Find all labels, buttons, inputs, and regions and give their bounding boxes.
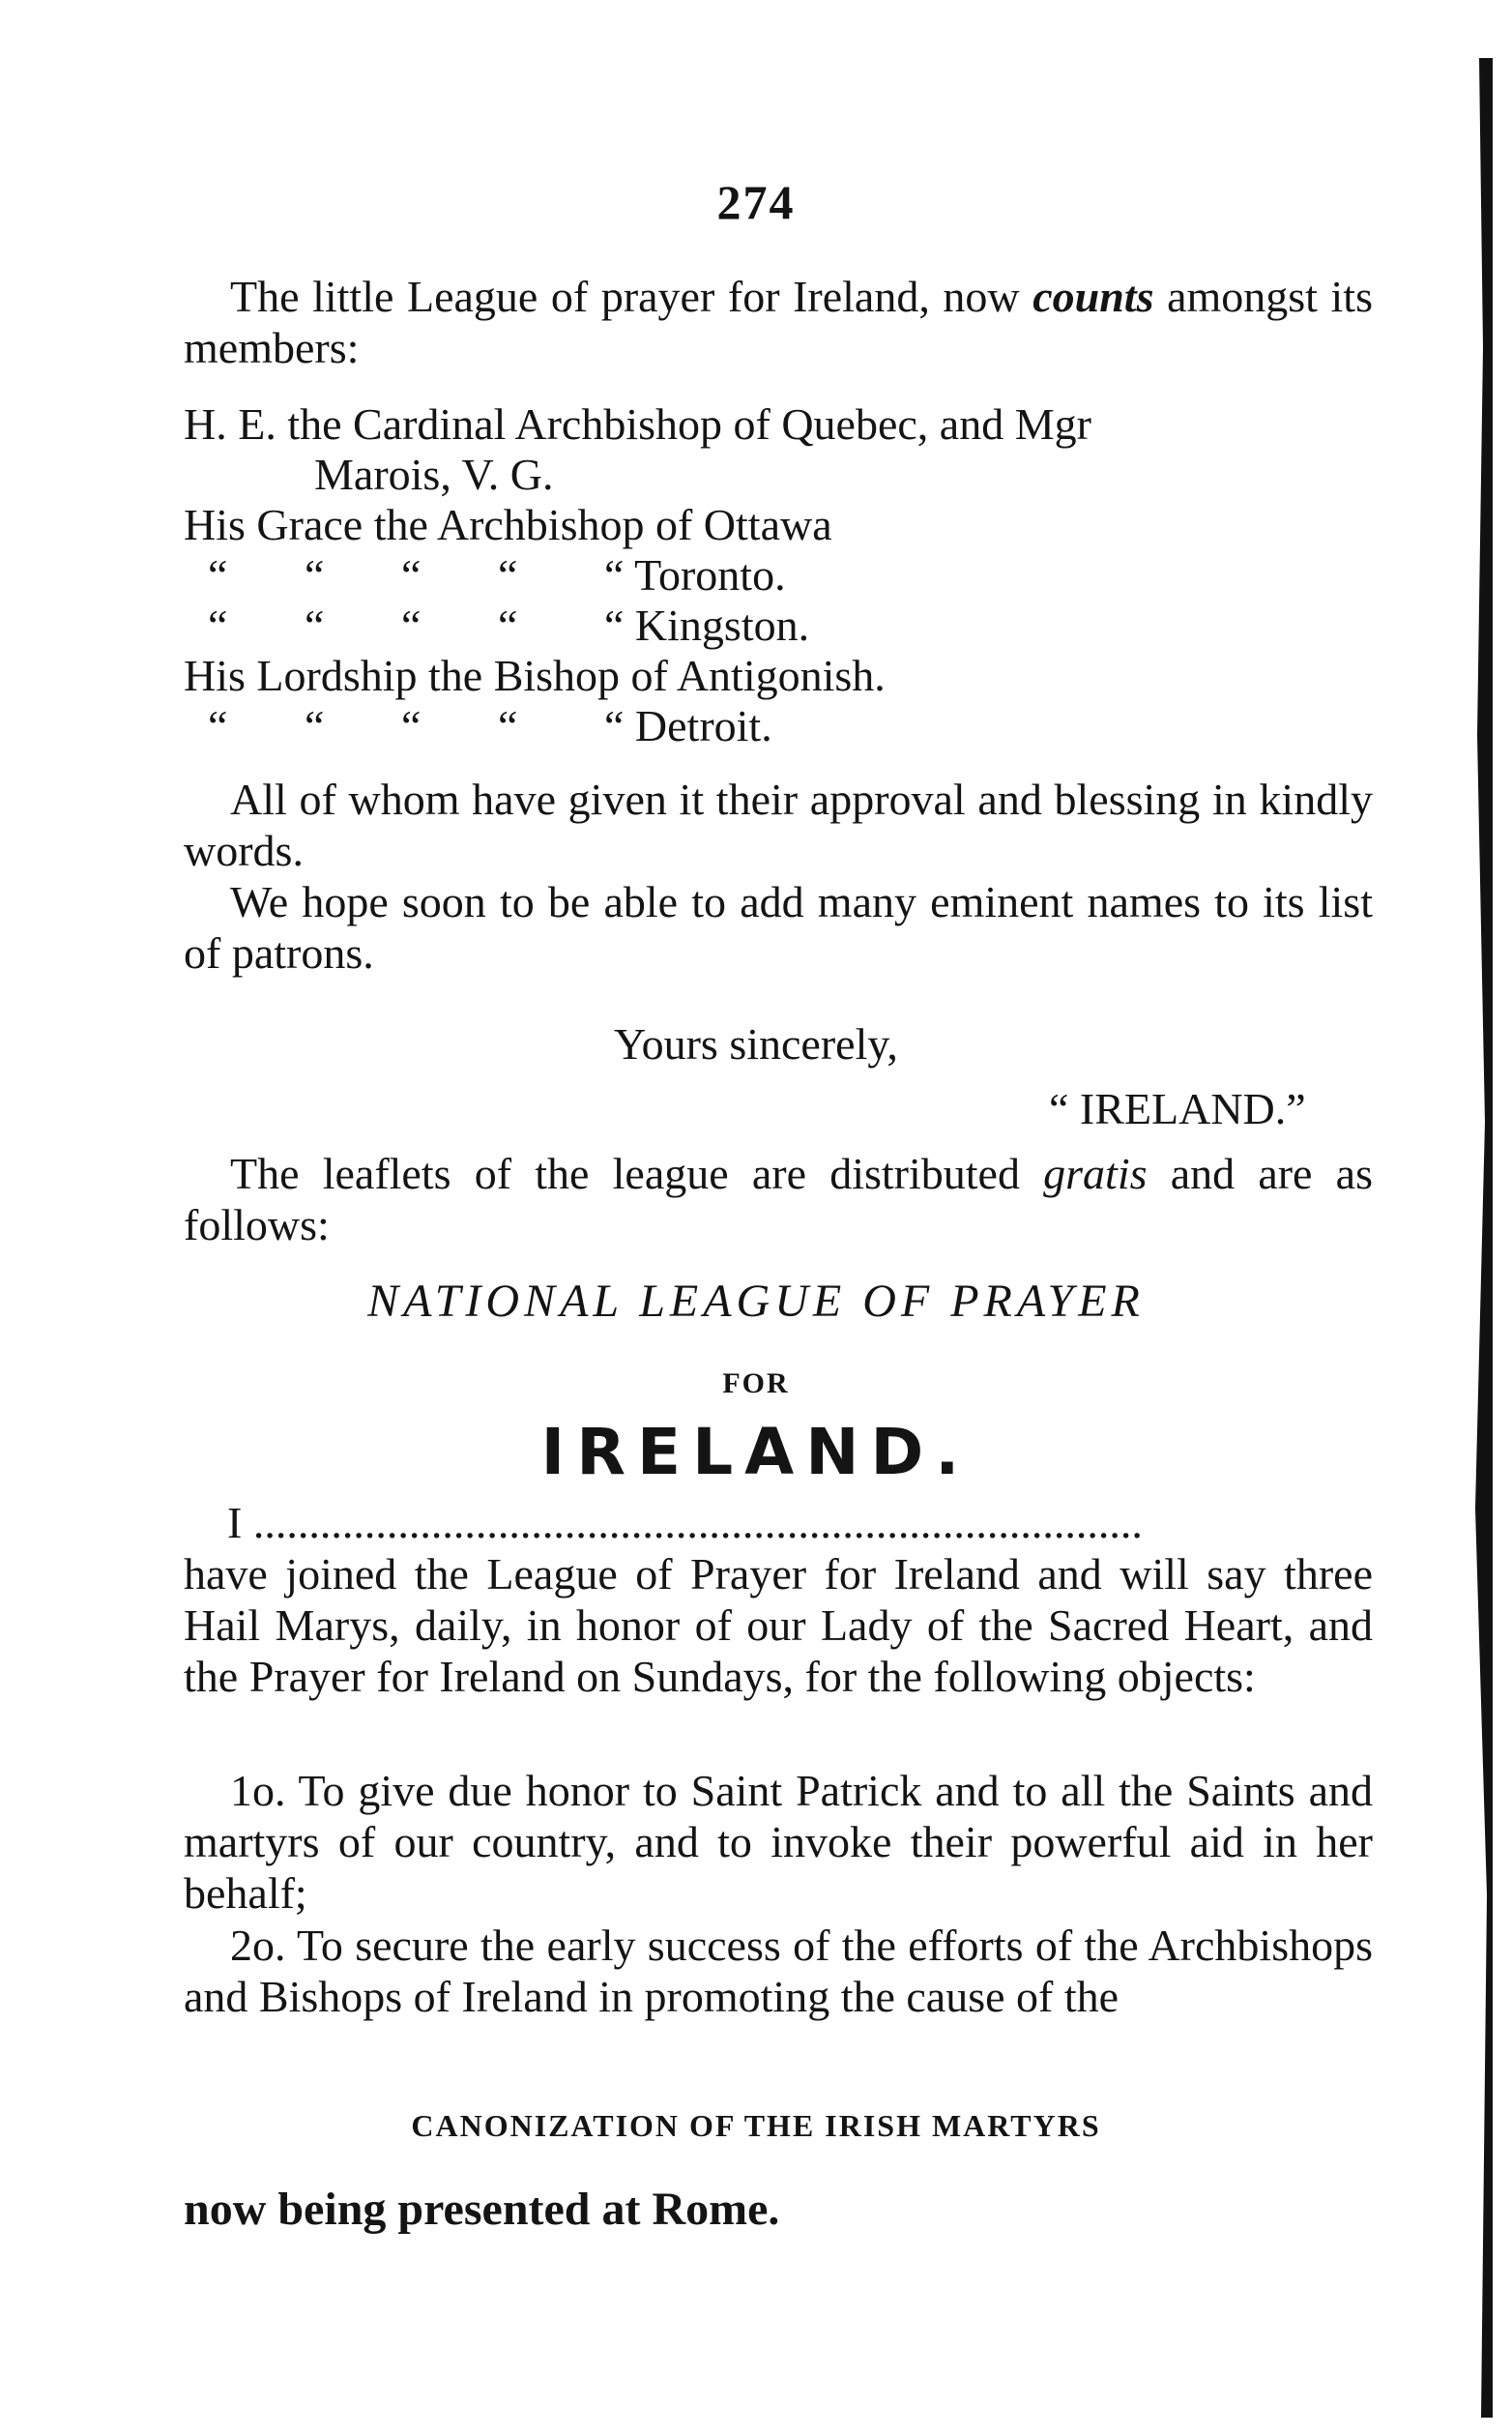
final-line: now being presented at Rome.: [184, 2184, 780, 2235]
member-antigonish: His Lordship the Bishop of Antigonish.: [184, 651, 886, 700]
pledge-name-line: I ................................................................................: [227, 1498, 1143, 1547]
intro-paragraph: [184, 271, 1373, 373]
page-number: 274: [716, 175, 796, 229]
ditto-mark: “: [498, 601, 518, 650]
page-edge-shadow: [1466, 58, 1493, 2418]
ditto-mark: “: [401, 701, 422, 750]
member-toronto-text: “ Toronto.: [604, 550, 786, 600]
heading-for: FOR: [722, 1367, 790, 1399]
canonization-heading: CANONIZATION OF THE IRISH MARTYRS: [411, 2108, 1101, 2143]
member-ottawa: His Grace the Archbishop of Ottawa: [184, 500, 832, 549]
member-detroit: [184, 701, 1373, 751]
ditto-mark: “: [305, 601, 325, 650]
intro-emphasis: counts: [1032, 272, 1154, 321]
leaflets-paragraph: [184, 1148, 1373, 1250]
heading-ireland: IRELAND.: [540, 1415, 972, 1489]
approval-paragraph: All of whom have given it their approval and blessing in kindly words.: [184, 775, 1373, 875]
leaflets-emphasis: gratis: [1043, 1149, 1148, 1198]
closing-salutation: Yours sincerely,: [614, 1019, 898, 1069]
ditto-mark: “: [401, 550, 422, 600]
object-one: 1o. To give due honor to Saint Patrick and to all the Saints and martyrs of our country, and to invoke their powerful aid in her behalf;: [184, 1766, 1373, 1918]
ditto-mark: “: [401, 601, 422, 650]
member-toronto: [184, 550, 1373, 601]
leaflets-after: and are as follows:: [184, 1149, 1373, 1249]
signature: “ IRELAND.”: [1049, 1084, 1306, 1133]
heading-national-league: NATIONAL LEAGUE OF PRAYER: [367, 1276, 1145, 1327]
members-list: [184, 399, 1373, 751]
member-kingston-text: “ Kingston.: [604, 601, 810, 650]
ditto-mark: “: [498, 701, 518, 750]
member-detroit-text: “ Detroit.: [604, 701, 772, 750]
hope-paragraph: We hope soon to be able to add many eminent names to its list of patrons.: [184, 877, 1373, 978]
pledge-paragraph: have joined the League of Prayer for Ireland and will say three Hail Marys, daily, in honor of our Lady of the Sacred Heart, and the Prayer for Ireland on Sundays, for the following objects:: [184, 1549, 1373, 1701]
ditto-mark: “: [208, 701, 228, 750]
ditto-mark: “: [208, 550, 228, 600]
ditto-mark: “: [208, 601, 228, 650]
ditto-mark: “: [305, 550, 325, 600]
pledge-section: [184, 1497, 1373, 1702]
object-two: 2o. To secure the early success of the efforts of the Archbishops and Bishops of Ireland in promoting the cause of the: [184, 1921, 1373, 2021]
leaflets-before: The leaflets of the league are distributed: [230, 1149, 1044, 1198]
member-cardinal: H. E. the Cardinal Archbishop of Quebec, and Mgr: [184, 399, 1091, 449]
intro-text-after: amongst its members:: [184, 272, 1373, 372]
member-kingston: [184, 601, 1373, 651]
member-cardinal-continued: Marois, V. G.: [314, 450, 554, 499]
approval-section: [184, 774, 1373, 979]
intro-text-before: The little League of prayer for Ireland, now: [230, 272, 1033, 321]
ditto-mark: “: [305, 701, 325, 750]
ditto-mark: “: [498, 550, 518, 600]
